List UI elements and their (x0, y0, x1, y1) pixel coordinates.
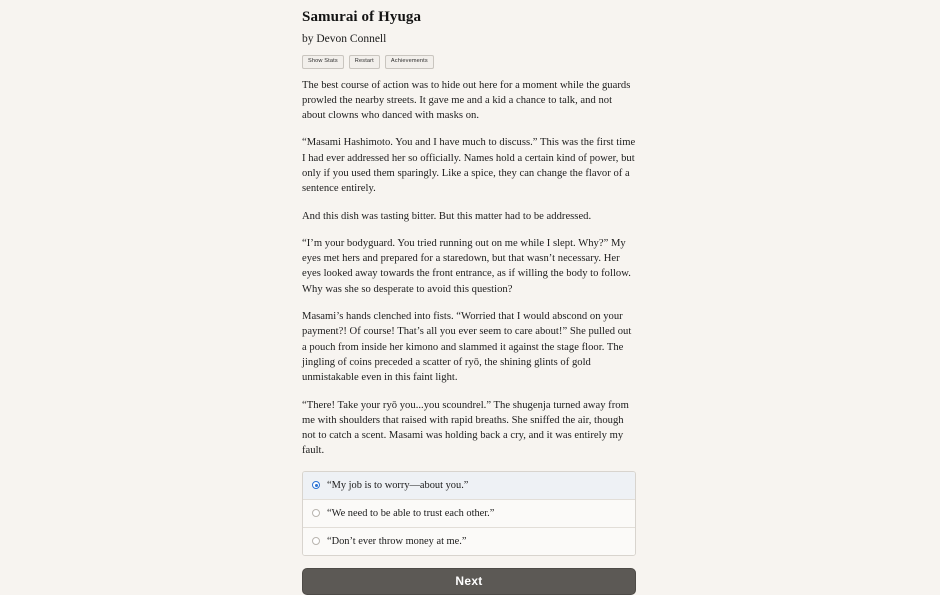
achievements-button[interactable]: Achievements (385, 55, 434, 69)
story-paragraph: And this dish was tasting bitter. But this matter had to be addressed. (302, 210, 592, 222)
page-title: Samurai of Hyuga (302, 9, 422, 25)
story-text (302, 69, 636, 459)
choice-option-3[interactable] (303, 528, 635, 555)
radio-icon[interactable] (312, 537, 320, 545)
story-paragraph: Masami’s hands clenched into fists. “Worried that I would abscond on your payment?! Of course! That’s all you ever seem to care about!” She pulled out a pouch from inside her kimono and slammed it against the stage floor. The jingling of coins preceded a scatter of ryō, the shining glints of gold unmistakable even in this faint light. (302, 311, 632, 384)
restart-button[interactable]: Restart (349, 55, 380, 69)
show-stats-button[interactable]: Show Stats (302, 55, 344, 69)
radio-icon[interactable] (312, 509, 320, 517)
choice-option-1[interactable] (303, 472, 635, 500)
choice-list (302, 471, 636, 556)
choice-label: “Don’t ever throw money at me.” (327, 535, 467, 547)
story-paragraph: The best course of action was to hide out here for a moment while the guards prowled the nearby streets. It gave me and a kid a chance to talk, and not about clowns who danced with masks on. (302, 79, 631, 122)
story-paragraph: “There! Take your ryō you...you scoundrel.” The shugenja turned away from me with shoulders that raised with rapid breaths. She sniffed the air, though not to catch a scent. Masami was holding back a cry, and it was entirely my fault. (302, 399, 629, 457)
choice-label: “We need to be able to trust each other.” (327, 507, 495, 519)
story-column (302, 0, 636, 595)
story-paragraph: “I’m your bodyguard. You tried running out on me while I slept. Why?” My eyes met hers and prepared for a staredown, but that wasn’t necessary. Her eyes looked away towards the front entrance, as if willing the body to follow. Why was she so desperate to avoid this question? (302, 237, 631, 295)
next-button[interactable]: Next (302, 568, 636, 595)
game-toolbar (302, 46, 636, 69)
choice-label: “My job is to worry—about you.” (327, 479, 469, 491)
author-byline: by Devon Connell (302, 33, 387, 45)
choice-option-2[interactable] (303, 500, 635, 528)
radio-icon[interactable] (312, 481, 320, 489)
story-paragraph: “Masami Hashimoto. You and I have much to discuss.” This was the first time I had ever addressed her so officially. Names hold a certain kind of power, but only if you used them sparingly. Like a spice, they can change the flavor of a sentence entirely. (302, 137, 636, 195)
